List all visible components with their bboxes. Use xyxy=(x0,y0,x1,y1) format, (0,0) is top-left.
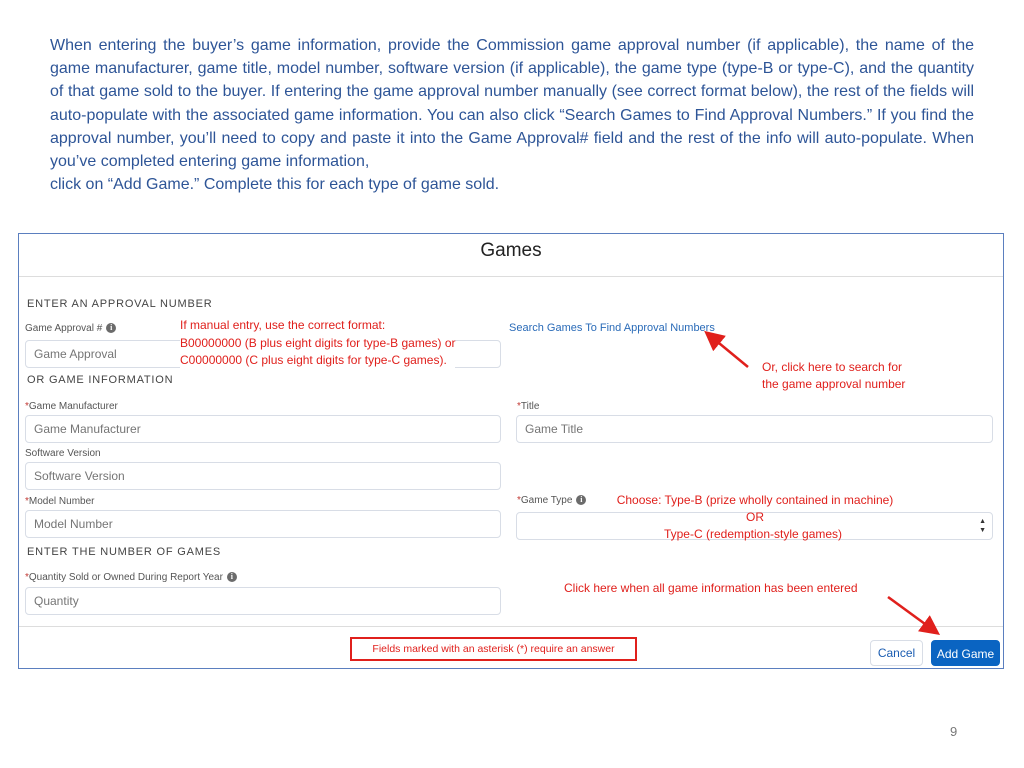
instructions-paragraph: When entering the buyer’s game information, provide the Commission game approval number (if applicable), the name of the game manufacturer, game title, model number, software version (if applicable), the game type (type-B or type-C), and the quantity of that game sold to the buyer. If entering the game approval number manually (see correct format below), the rest of the fields will auto-populate with the associated game information. You can also click “Search Games to Find Approval Numbers.” If you find the approval number, you’ll need to copy and paste it into the Game Approval# field and the rest of the info will auto-populate. When you’ve completed entering game information, xyxy=(50,37,974,171)
search-annotation xyxy=(762,359,905,393)
required-marker: * xyxy=(25,401,29,412)
quantity-label xyxy=(25,572,237,583)
add-game-button[interactable]: Add Game xyxy=(931,640,1000,666)
number-of-games-section-heading: ENTER THE NUMBER OF GAMES xyxy=(27,546,221,558)
software-version-label: Software Version xyxy=(25,448,101,459)
game-approval-label-text: Game Approval # xyxy=(25,323,103,334)
manufacturer-input[interactable] xyxy=(25,415,501,443)
info-icon[interactable]: i xyxy=(227,572,237,582)
format-annotation xyxy=(180,317,455,370)
game-type-annotation-line: Type-C (redemption-style games) xyxy=(663,527,843,541)
format-annotation-line: If manual entry, use the correct format: xyxy=(180,318,386,332)
required-marker: * xyxy=(517,401,521,412)
search-annotation-line: the game approval number xyxy=(762,377,906,391)
select-arrows-icon: ▲ ▼ xyxy=(979,518,986,534)
title-input[interactable] xyxy=(516,415,993,443)
title-label xyxy=(517,401,539,412)
info-icon[interactable]: i xyxy=(576,495,586,505)
add-game-annotation: Click here when all game information has been entered xyxy=(564,581,858,595)
manufacturer-label-text: Game Manufacturer xyxy=(28,401,118,412)
format-annotation-line: C00000000 (C plus eight digits for type-C games). xyxy=(180,353,447,367)
model-number-input[interactable] xyxy=(25,510,501,538)
format-annotation-line: B00000000 (B plus eight digits for type-B games) or xyxy=(180,335,456,350)
model-number-label-text: Model Number xyxy=(28,496,95,507)
required-marker: * xyxy=(25,572,29,583)
game-type-annotation-line: Choose: Type-B (prize wholly contained in machine) xyxy=(616,493,894,507)
info-icon[interactable]: i xyxy=(106,323,116,333)
required-fields-note: Fields marked with an asterisk (*) require an answer xyxy=(350,637,637,661)
search-annotation-line: Or, click here to search for xyxy=(762,360,903,374)
required-marker: * xyxy=(25,496,29,507)
cancel-button[interactable]: Cancel xyxy=(870,640,923,666)
game-type-annotation-line: OR xyxy=(746,510,764,524)
quantity-input[interactable] xyxy=(25,587,501,615)
form-title: Games xyxy=(19,234,1003,277)
game-info-section-heading: OR GAME INFORMATION xyxy=(27,374,174,386)
game-approval-label xyxy=(25,323,116,334)
manufacturer-label xyxy=(25,401,118,412)
page-number: 9 xyxy=(950,724,958,739)
model-number-label xyxy=(25,496,95,507)
search-games-link[interactable]: Search Games To Find Approval Numbers xyxy=(509,322,715,334)
instructions-text xyxy=(50,34,974,196)
quantity-label-text: Quantity Sold or Owned During Report Year xyxy=(28,572,223,583)
software-version-input[interactable] xyxy=(25,462,501,490)
footer-divider xyxy=(19,626,1003,627)
required-marker: * xyxy=(517,495,521,506)
game-type-label xyxy=(517,495,586,506)
game-type-label-text: Game Type xyxy=(520,495,573,506)
approval-section-heading: ENTER AN APPROVAL NUMBER xyxy=(27,298,213,310)
games-form-panel xyxy=(18,233,1004,669)
game-type-annotation xyxy=(600,492,910,543)
title-label-text: Title xyxy=(520,401,540,412)
instructions-last-line: click on “Add Game.” Complete this for each type of game sold. xyxy=(50,176,500,194)
